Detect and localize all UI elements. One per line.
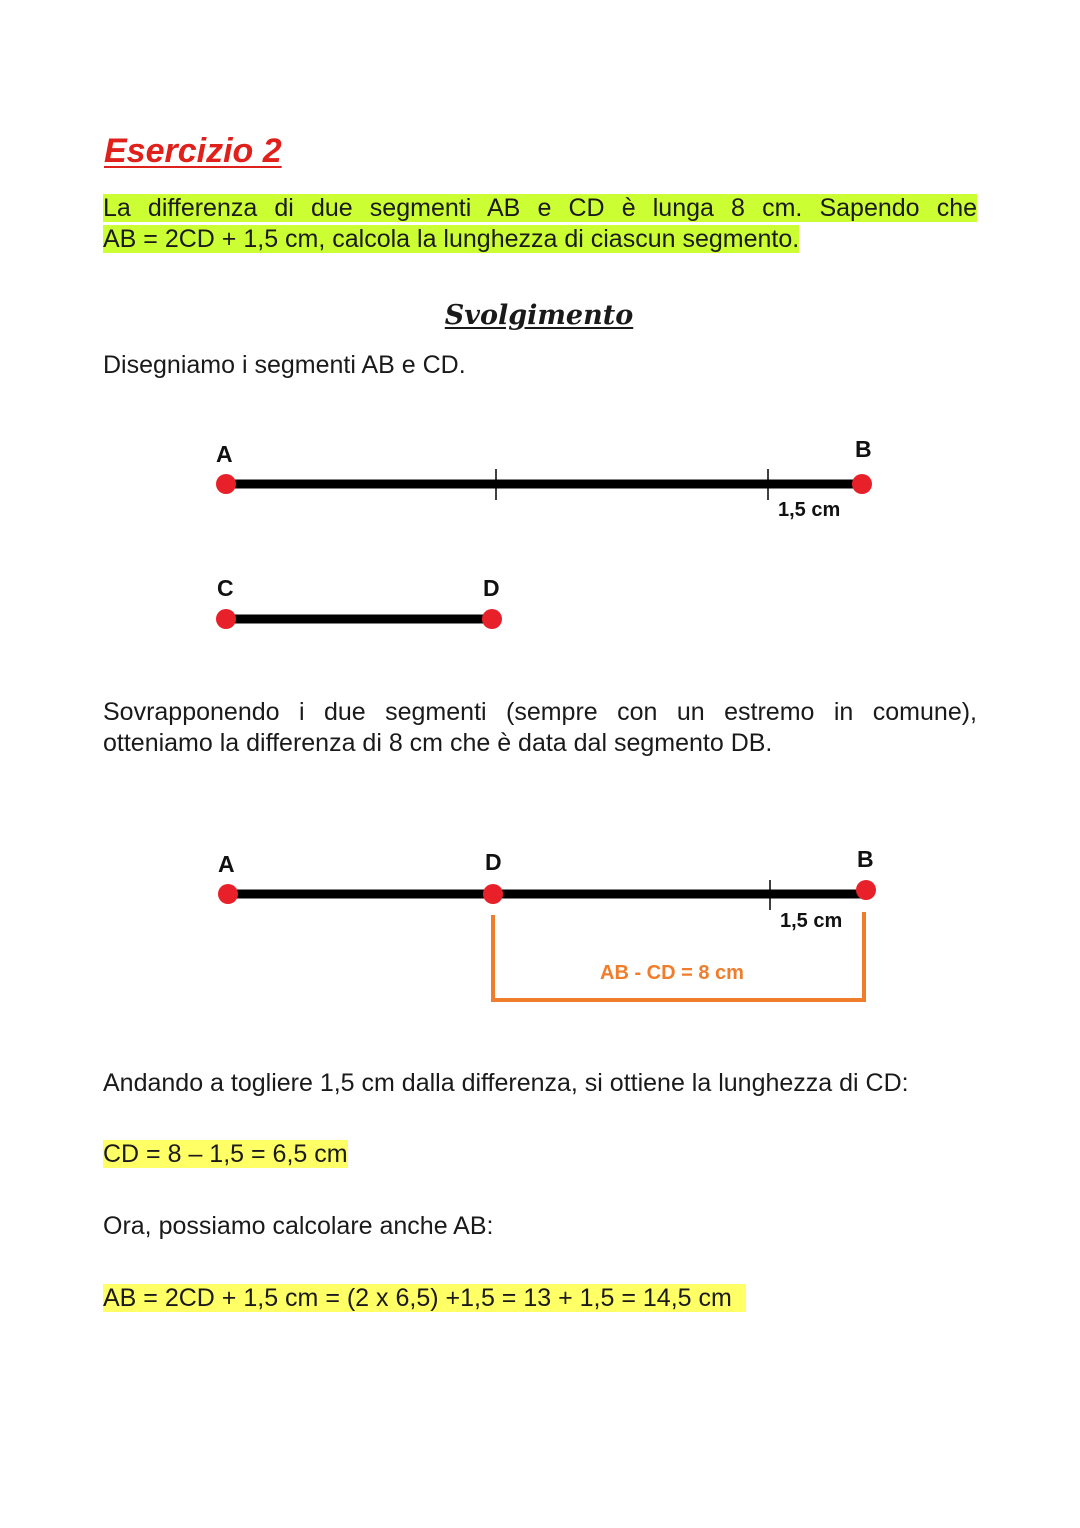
segment-ab <box>216 436 872 521</box>
intro-text: Disegniamo i segmenti AB e CD. <box>103 351 466 379</box>
step-cd-text: Andando a togliere 1,5 cm dalla differenza, si ottiene la lunghezza di CD: <box>103 1069 909 1097</box>
point-b <box>852 474 872 494</box>
overlap-text <box>103 697 977 759</box>
label-b: B <box>855 436 872 462</box>
problem-line-1: La differenza di due segmenti AB e CD è lunga 8 cm. Sapendo che <box>103 194 977 222</box>
step-ab-text: Ora, possiamo calcolare anche AB: <box>103 1212 494 1240</box>
point-a-overlap <box>218 884 238 904</box>
ab-result: AB = 2CD + 1,5 cm = (2 x 6,5) +1,5 = 13 + 1,5 = 14,5 cm <box>103 1284 746 1312</box>
label-d-overlap: D <box>485 849 502 875</box>
label-c: C <box>217 575 234 601</box>
solution-heading: Svolgimento <box>444 300 634 331</box>
difference-label: AB - CD = 8 cm <box>600 962 744 984</box>
point-b-overlap <box>856 880 876 900</box>
ab-result-line <box>103 1283 977 1314</box>
label-b-overlap: B <box>857 846 874 872</box>
point-d-overlap <box>483 884 503 904</box>
measure-label: 1,5 cm <box>778 499 841 521</box>
measure-label-overlap: 1,5 cm <box>780 910 843 932</box>
point-a <box>216 474 236 494</box>
label-d: D <box>483 575 500 601</box>
cd-result-line <box>103 1139 977 1170</box>
exercise-title: Esercizio 2 <box>104 132 282 170</box>
point-c <box>216 609 236 629</box>
point-d <box>482 609 502 629</box>
label-a: A <box>216 441 233 467</box>
problem-line-2: AB = 2CD + 1,5 cm, calcola la lunghezza di ciascun segmento. <box>103 225 800 253</box>
label-a-overlap: A <box>218 851 235 877</box>
overlap-line-2: otteniamo la differenza di 8 cm che è data dal segmento DB. <box>103 729 773 757</box>
segment-cd <box>216 575 502 629</box>
overlap-diagram <box>218 846 876 1000</box>
cd-result: CD = 8 – 1,5 = 6,5 cm <box>103 1140 348 1168</box>
overlap-line-1: Sovrapponendo i due segmenti (sempre con un estremo in comune), <box>103 698 977 726</box>
